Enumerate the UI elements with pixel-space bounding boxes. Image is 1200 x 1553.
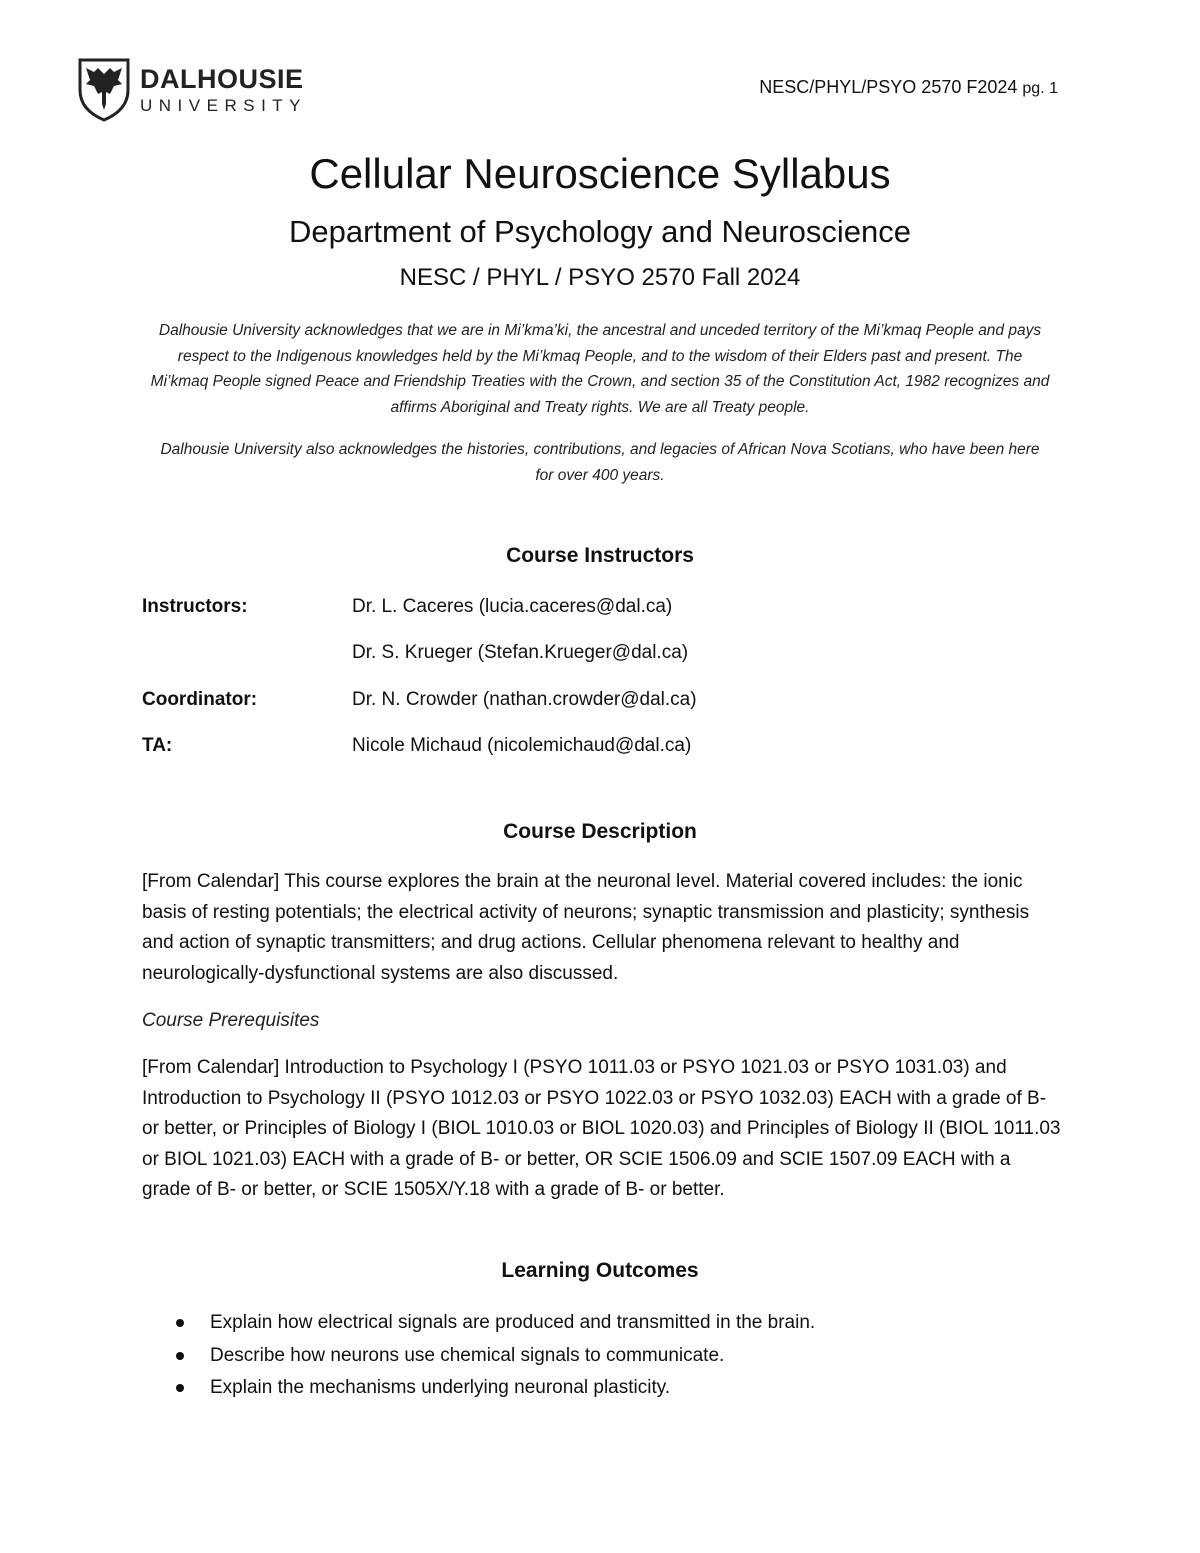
list-item xyxy=(172,1341,815,1374)
african-nova-scotian-acknowledgement: Dalhousie University also acknowledges the histories, contributions, and legacies of African Nova Scotians, who have been here for over 400 years. xyxy=(160,441,1040,484)
outcome-text: Explain the mechanisms underlying neuronal plasticity. xyxy=(210,1377,671,1398)
outcome-text: Describe how neurons use chemical signals to communicate. xyxy=(210,1344,725,1366)
page-reference xyxy=(759,77,1058,98)
outcomes-heading: Learning Outcomes xyxy=(501,1259,699,1282)
coordinator-label: Coordinator: xyxy=(142,689,258,710)
prerequisites-heading: Course Prerequisites xyxy=(142,1010,320,1031)
bullet-icon xyxy=(176,1384,184,1392)
logo-wordmark-bottom: UNIVERSITY xyxy=(140,96,308,115)
list-item xyxy=(172,1373,815,1406)
bullet-icon xyxy=(176,1352,184,1360)
ta-label: TA: xyxy=(142,735,173,756)
outcome-text: Explain how electrical signals are produced and transmitted in the brain. xyxy=(210,1312,816,1333)
course-description: [From Calendar] This course explores the brain at the neuronal level. Material covered includes: the ionic basis of resting potentials; the electrical activity of neurons; synaptic transmission and plasticity; synthesis and action of synaptic transmitters; and drug actions. Cellular phenomena relevant to healthy and neurologically-dysfunctional systems are also discussed. xyxy=(142,871,1030,984)
document-title: Cellular Neuroscience Syllabus xyxy=(309,150,891,197)
logo-wordmark-top: DALHOUSIE xyxy=(140,64,304,94)
department-name: Department of Psychology and Neuroscience xyxy=(288,214,912,249)
page-number: pg. 1 xyxy=(1022,80,1058,97)
instructors-heading: Course Instructors xyxy=(506,544,694,567)
instructors-label: Instructors: xyxy=(142,596,248,617)
description-heading: Course Description xyxy=(503,820,697,843)
land-acknowledgement: Dalhousie University acknowledges that we are in Mi’kma’ki, the ancestral and unceded territory of the Mi’kmaq People and pays respect to the Indigenous knowledges held by the Mi’kmaq People, and to the wisdom of their Elders past and present. The Mi’kmaq People signed Peace and Friendship Treaties with the Crown, and section 35 of the Constitution Act, 1982 recognizes and affirms Aboriginal and Treaty rights. We are all Treaty people. xyxy=(150,322,1050,416)
prerequisites-text: [From Calendar] Introduction to Psychology I (PSYO 1011.03 or PSYO 1021.03 or PSYO 1031.03) and Introduction to Psychology II (PSYO 1012.03 or PSYO 1022.03 or PSYO 1032.03) EACH with a grade of B- or better, or Principles of Biology I (BIOL 1010.03 or BIOL 1020.03) and Principles of Biology II (BIOL 1011.03 or BIOL 1021.03) EACH with a grade of B- or better, OR SCIE 1506.09 and SCIE 1507.09 EACH with a grade of B- or better, or SCIE 1505X/Y.18 with a grade of B- or better. xyxy=(142,1057,1061,1200)
ta-value: Nicole Michaud (nicolemichaud@dal.ca) xyxy=(352,735,692,756)
course-code: NESC / PHYL / PSYO 2570 Fall 2024 xyxy=(399,264,801,291)
instructor-1: Dr. L. Caceres (lucia.caceres@dal.ca) xyxy=(352,596,673,617)
university-logo xyxy=(76,56,316,122)
course-reference: NESC/PHYL/PSYO 2570 F2024 xyxy=(759,77,1018,97)
outcomes-list xyxy=(172,1308,815,1406)
coordinator-value: Dr. N. Crowder (nathan.crowder@dal.ca) xyxy=(352,689,697,710)
instructor-2: Dr. S. Krueger (Stefan.Krueger@dal.ca) xyxy=(352,642,689,663)
bullet-icon xyxy=(176,1319,184,1327)
crest-icon xyxy=(76,56,132,122)
list-item xyxy=(172,1308,815,1341)
